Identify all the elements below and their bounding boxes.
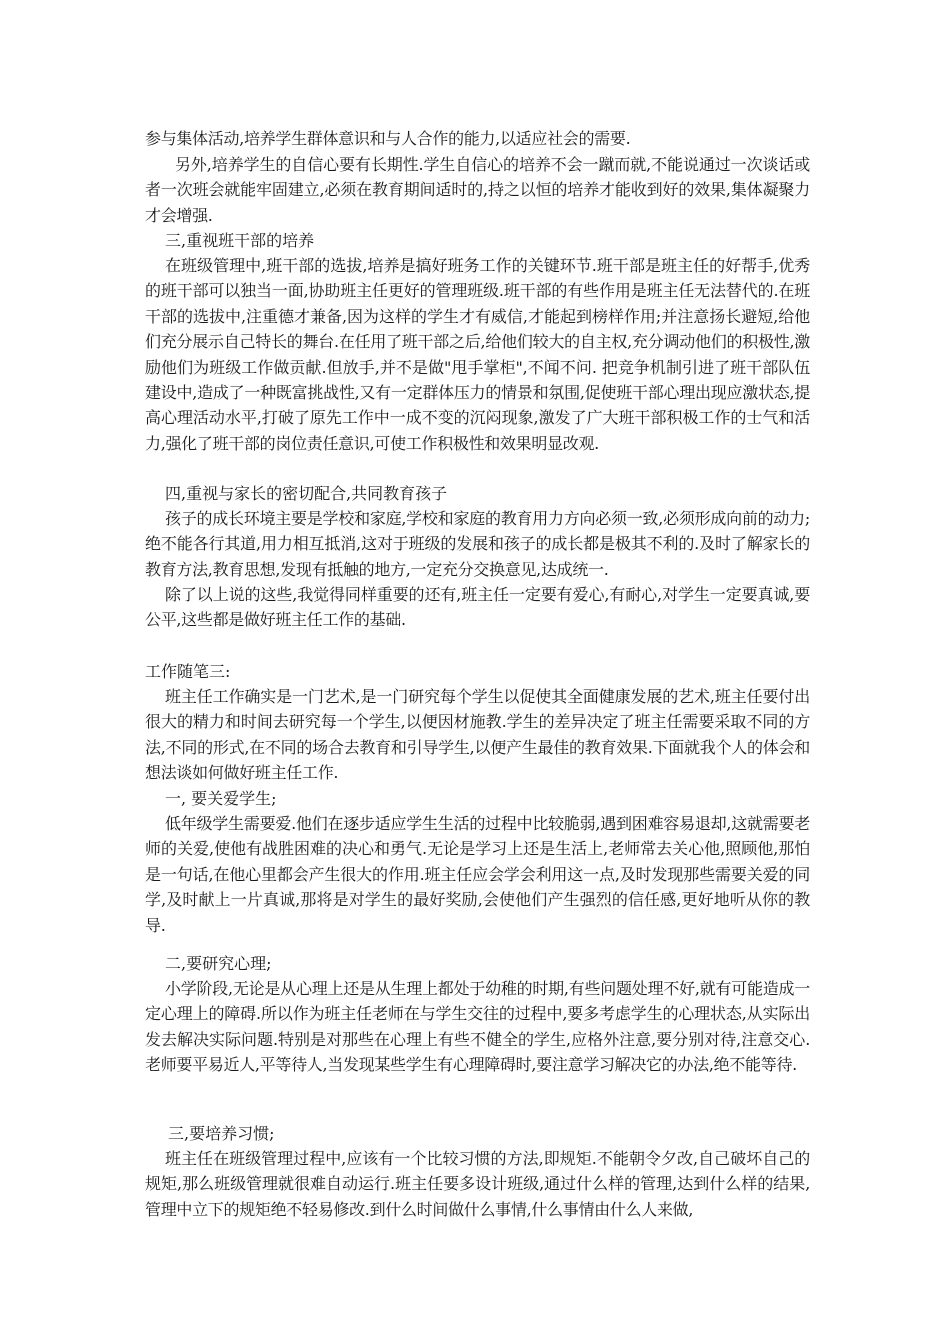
- heading-parent-cooperation: 四,重视与家长的密切配合,共同教育孩子: [165, 484, 448, 503]
- heading-class-cadre: 三,重视班干部的培养: [165, 231, 315, 250]
- heading-build-habits: 三,要培养习惯;: [168, 1124, 275, 1143]
- love-patience-paragraph: 除了以上说的这些,我觉得同样重要的还有,班主任一定要有爱心,有耐心,对学生一定要真诚,要公平,这些都是做好班主任工作的基础.: [145, 585, 810, 630]
- parent-cooperation-paragraph: 孩子的成长环境主要是学校和家庭,学校和家庭的教育用力方向必须一致,必须形成向前的动力;绝不能各行其道,用力相互抵消,这对于班级的发展和孩子的成长都是极其不利的.及时了解家长的教育方法,教育思想,发现有抵触的地方,一定充分交换意见,达成统一.: [145, 509, 810, 579]
- heading-care-students: 一, 要关爱学生;: [165, 789, 277, 808]
- section-title: 工作随笔三:: [145, 662, 231, 681]
- confidence-paragraph: 另外,培养学生的自信心要有长期性.学生自信心的培养不会一蹴而就,不能说通过一次谈话或者一次班会就能牢固建立,必须在教育期间适时的,持之以恒的培养才能收到好的效果,集体凝聚力才会增强.: [145, 155, 810, 225]
- class-cadre-paragraph: 在班级管理中,班干部的选拔,培养是搞好班务工作的关键环节.班干部是班主任的好帮手,优秀的班干部可以独当一面,协助班主任更好的管理班级.班干部的有些作用是班主任无法替代的.在班干部的选拔中,注重德才兼备,因为这样的学生才有威信,才能起到榜样作用;并注意扬长避短,给他们充分展示自己特长的舞台.在任用了班干部之后,给他们较大的自主权,充分调动他们的积极性,激励他们为班级工作做贡献.但放手,并不是做"甩手掌柜",不闻不问. 把竞争机制引进了班干部队伍建设中,造成了一种既富挑战性,又有一定群体压力的情景和氛围,促使班干部心理出现应激状态,提高心理活动水平,打破了原先工作中一成不变的沉闷现象,激发了广大班干部积极工作的士气和活力,强化了班干部的岗位责任意识,可使工作积极性和效果明显改观.: [145, 256, 810, 453]
- build-habits-paragraph: 班主任在班级管理过程中,应该有一个比较习惯的方法,即规矩.不能朝令夕改,自己破坏自己的规矩,那么班级管理就很难自动运行.班主任要多设计班级,通过什么样的管理,达到什么样的结果,管理中立下的规矩绝不轻易修改.到什么时间做什么事情,什么事情由什么人来做,: [145, 1149, 810, 1219]
- heading-study-psychology: 二,要研究心理;: [165, 954, 272, 973]
- intro-paragraph: 参与集体活动,培养学生群体意识和与人合作的能力,以适应社会的需要.: [145, 129, 631, 148]
- essay-intro-paragraph: 班主任工作确实是一门艺术,是一门研究每个学生以促使其全面健康发展的艺术,班主任要付出很大的精力和时间去研究每一个学生,以便因材施教.学生的差异决定了班主任需要采取不同的方法,不同的形式,在不同的场合去教育和引导学生,以便产生最佳的教育效果.下面就我个人的体会和想法谈如何做好班主任工作.: [145, 687, 810, 783]
- care-students-paragraph: 低年级学生需要爱.他们在逐步适应学生生活的过程中比较脆弱,遇到困难容易退却,这就需要老师的关爱,使他有战胜困难的决心和勇气.无论是学习上还是生活上,老师常去关心他,照顾他,那怕是一句话,在他心里都会产生很大的作用.班主任应会学会利用这一点,及时发现那些需要关爱的同学,及时献上一片真诚,那将是对学生的最好奖励,会使他们产生强烈的信任感,更好地听从你的教导.: [145, 814, 810, 935]
- study-psychology-paragraph: 小学阶段,无论是从心理上还是从生理上都处于幼稚的时期,有些问题处理不好,就有可能造成一定心理上的障碍.所以作为班主任老师在与学生交往的过程中,要多考虑学生的心理状态,从实际出发去解决实际问题.特别是对那些在心理上有些不健全的学生,应格外注意,要分别对待,注意交心.老师要平易近人,平等待人,当发现某些学生有心理障碍时,要注意学习解决它的办法,绝不能等待.: [145, 979, 810, 1075]
